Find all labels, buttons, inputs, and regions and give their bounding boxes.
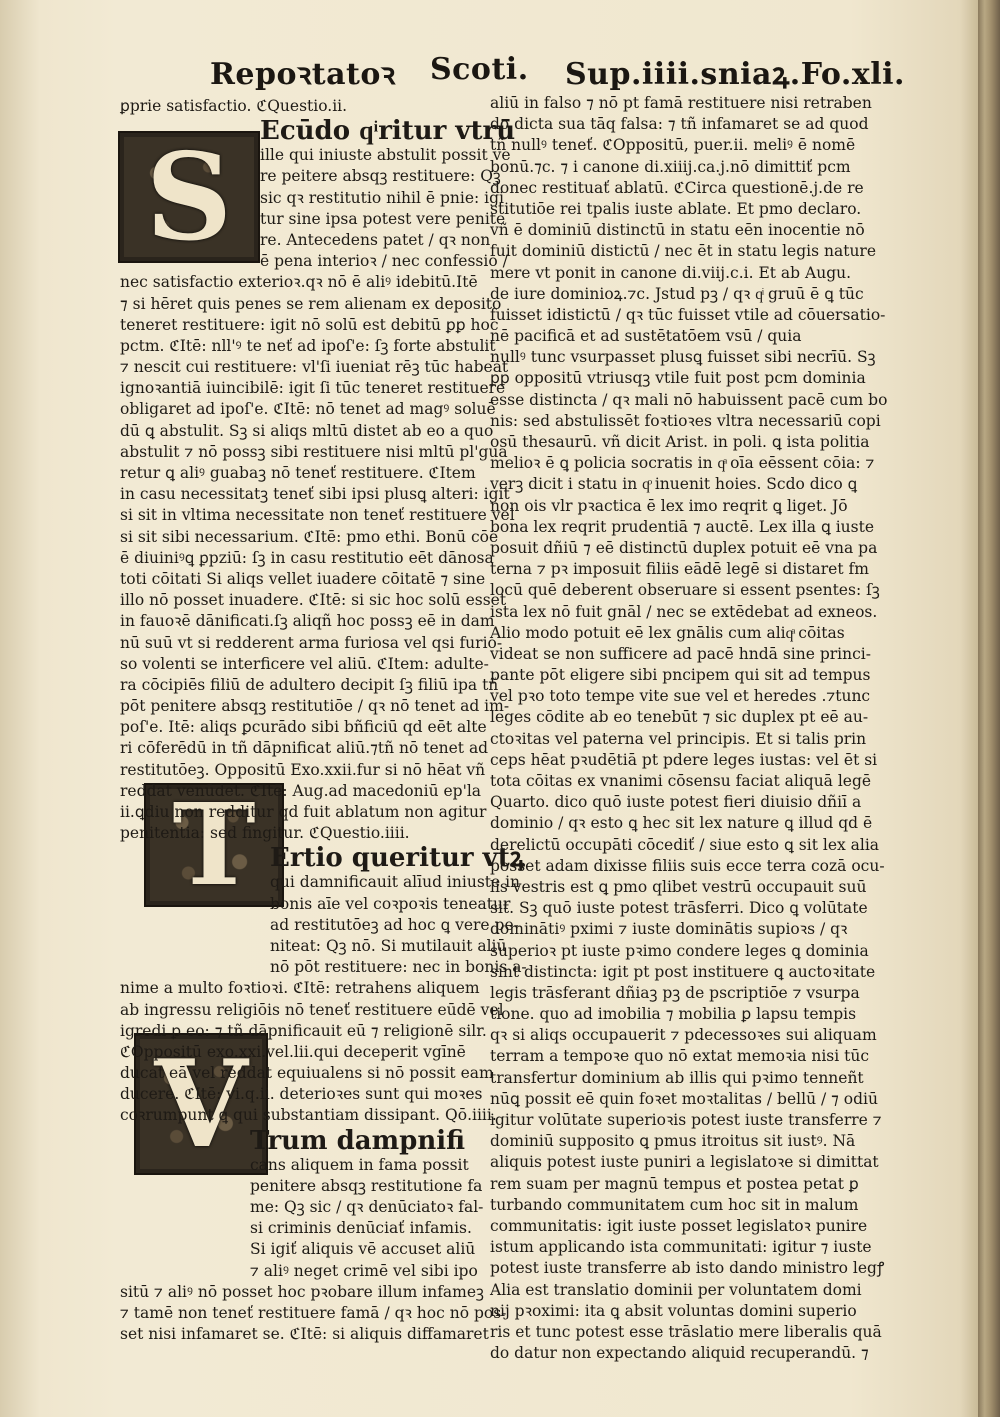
header-left: Repoꝛtatoꝛ	[210, 57, 396, 92]
text-line: poſ'e. Itē: aliqs ꝑcurādo sibi bñficiū qd eēt alte	[120, 718, 487, 737]
text-line: ille qui iniuste abstulit possit ve	[260, 146, 511, 165]
text-line: ii.ꝗdiu non redditur qd fuit ablatum non agitur	[120, 803, 487, 821]
text-line: ꝑꝑ oppositū vtriusqꝫ vtile fuit post pcm dominia	[490, 369, 866, 388]
text-line: ducere. ℭItē: vi.q.ii. deterioꝛes sunt qui moꝛes	[120, 1085, 483, 1104]
text-line: posuit dñiū ⁊ eē distinctū duplex potuit eē vna pa	[490, 538, 878, 557]
text-line: ista lex nō fuit gnāl / nec se extēdebat ad exneos.	[490, 602, 878, 621]
text-line: sic qꝛ restitutio nihil ē pnie: igi	[260, 188, 504, 207]
text-line: legis trāsferant dñiaꝫ pꝫ de pscriptiōe ⁊ vsurpa	[490, 983, 860, 1002]
text-line: Si igiť aliquis vē accuset aliū	[250, 1240, 476, 1259]
text-line: vel pꝛo toto tempe vite sue vel et heredes .⁊tunc	[490, 687, 871, 706]
text-line: superioꝛ pt iuste pꝛimo condere leges ꝗ dominia	[490, 941, 869, 960]
text-line: ad restitutōeꝫ ad hoc ꝗ vere pe-	[270, 915, 519, 934]
text-line: dominātiꝰ pximi ⁊ iuste dominātis supioꝛs / qꝛ	[490, 920, 848, 939]
text-line: vñ ē dominiū distinctū in statu eēn inocentie nō	[490, 221, 865, 240]
initial-letter: T	[172, 779, 256, 911]
right-column-text	[490, 93, 888, 1364]
text-line: bonis aīe vel coꝛpoꝛis teneatur	[270, 894, 511, 913]
text-line: fuit dominiū distictū / nec ēt in statu legis nature	[490, 242, 877, 261]
running-header	[210, 52, 905, 96]
initial-letter: V	[154, 1033, 248, 1175]
text-line: communitatis: igit iuste posset legislatoꝛ punire	[490, 1216, 868, 1235]
text-line: terram a tempoꝛe quo nō extat memoꝛia nisi tūc	[490, 1047, 870, 1066]
text-line: sit. Sꝫ quō iuste potest trāsferri. Dico ꝗ volūtate	[490, 899, 868, 918]
text-line: penitere absqꝫ restitutione fa	[250, 1176, 483, 1195]
text-line: fuisset idistictū / qꝛ tūc fuisset vtile ad cōuersatio-	[490, 305, 886, 324]
text-line: bona lex reqrit prudentiā ⁊ auctē. Lex illa ꝗ iuste	[490, 517, 875, 536]
text-line: esse distincta / qꝛ mali nō habuissent pacē cum bo	[490, 390, 888, 409]
question-iii-text	[120, 843, 527, 1126]
text-line: ⁊ nescit cui restituere: vl'ſi iueniat rēꝫ tūc habeat	[120, 358, 509, 377]
text-line: pctm. ℭItē: nll'ꝰ te neť ad ipoſ'e: ſꝫ forte abstulit	[120, 336, 496, 355]
text-line: ⁊ si hēret quis penes se rem alienam ex deposito	[120, 294, 502, 313]
text-line: istum applicando ista communitati: igitur ⁊ iuste	[490, 1238, 872, 1257]
text-line: si sit sibi necessarium. ℭItē: pmo ethi. Bonū cōe	[120, 527, 499, 546]
text-line: pante pōt eligere sibi pncipem qui sit ad tempus	[490, 666, 871, 685]
text-line: non ois vlr pꝛactica ē lex imo reqrit ꝗ liget. Jō	[490, 496, 848, 515]
text-line: tota cōitas ex vnanimi cōsensu faciat aliquā legē	[490, 772, 872, 790]
text-line: nū suū vt si redderent arma furiosa vel qsi furio-	[120, 633, 503, 652]
text-line: nec satisfactio exterioꝛ.qꝛ nō ē aliꝰ idebitū.Itē	[120, 273, 478, 292]
text-line: si criminis denūciať infamis.	[250, 1219, 472, 1238]
text-line: ctoꝛitas vel paterna vel principis. Et si talis prin	[490, 729, 867, 748]
text-line: ꝑprie satisfactio. ℭQuestio.ii.	[120, 97, 348, 115]
text-line: ra cōcipiēs filiū de adultero decipit ſꝫ filiū ipa tñ	[120, 675, 499, 694]
text-line: nullꝰ tunc vsurpasset plusꝗ fuisset sibi necrīū. Sꝫ	[490, 348, 876, 367]
text-line: melioꝛ ē ꝗ policia socratis in qͣ oīa eēssent cōia: ⁊	[490, 454, 875, 473]
text-line: osū thesaurū. vñ dicit Arist. in poli. ꝗ ista politia	[490, 433, 870, 451]
text-line: pōt penitere absqꝫ restitutiōe / qꝛ nō tenet ad im-	[120, 697, 510, 716]
text-line: derelictū occupāti cōcediť / siue esto ꝗ sit lex alia	[490, 835, 880, 854]
question-iv-text	[120, 1125, 507, 1346]
page-edge	[978, 0, 1000, 1417]
text-line: potest iuste transferre ab isto dando ministro legꝭ	[490, 1259, 885, 1278]
text-line: igredi ꝑ eo: ⁊ tñ dāpnificauit eū ⁊ religionē silr.	[120, 1021, 487, 1040]
text-line: nō pōt restituere: nec in bonis a-	[270, 958, 527, 977]
header-middle: Scoti.	[430, 52, 529, 87]
text-line: me: Qꝫ sic / qꝛ denūciatoꝛ fal-	[250, 1198, 484, 1216]
text-line: in fauoꝛē dānificati.ſꝫ aliqñ hoc possꝫ eē in dam	[120, 612, 495, 631]
text-line: ducat eā vel reddat equiualens si nō possit eam	[120, 1064, 494, 1083]
text-line: rem suam per magnū tempus et postea petat ꝑ	[490, 1174, 859, 1193]
text-line: Trum dampnifi	[250, 1125, 466, 1156]
text-line: penitentia: sed fingitur. ℭQuestio.iiii.	[120, 824, 410, 843]
text-line: dominiū supposito ꝗ pmus itroitus sit iustꝰ. Nā	[490, 1132, 856, 1151]
text-line: do dicta sua tāq falsa: ⁊ tñ infamaret se ad quod	[490, 115, 869, 134]
text-line: lis vestris est ꝗ pmo qlibet vestrū occupauit suū	[490, 877, 867, 896]
text-line: qꝛ si aliqs occupauerit ⁊ pdecessoꝛes sui aliquam	[490, 1026, 877, 1045]
text-line: set nisi infamaret se. ℭItē: si aliquis diffamaret	[120, 1325, 489, 1344]
left-column	[120, 96, 527, 1345]
text-line: mere vt ponit in canone di.viij.c.i. Et ab Augu.	[490, 263, 852, 282]
text-line: Ecūdo qͥritur vtrū	[260, 116, 516, 147]
text-line: nij pꝛoximi: ita ꝗ absit voluntas domini superio	[490, 1301, 857, 1320]
text-line: nis: sed abstulissēt foꝛtioꝛes vltra necessariū copi	[490, 411, 881, 430]
text-line: stitutiōe rei tpalis iuste ablate. Et pmo declaro.	[490, 199, 862, 218]
text-line: qui damnificauit alīud iniuste in	[270, 873, 521, 892]
text-line: Alia est translatio dominii per voluntatem domi	[490, 1280, 862, 1299]
text-line: ceps hēat pꝛudētiā pt pdere leges iustas: vel ēt si	[490, 750, 878, 769]
text-line: si sit in vltima necessitate non teneť restituere vel	[120, 506, 515, 525]
text-line: teneret restituere: igit nō solū est debitū ꝑꝑ hoc	[120, 315, 499, 334]
text-line: Ertio queritur vtꝝ	[270, 843, 525, 874]
text-line: de iure dominioꝝ.⁊c. Jstud pꝫ / qꝛ qͥ gruū ē ꝗ tūc	[490, 284, 864, 303]
text-line: retur ꝗ aliꝰ guabaꝫ nō teneť restituere. ℭItem	[120, 464, 476, 482]
text-line: sitū ⁊ aliꝰ nō posset hoc pꝛobare illum infameꝫ	[120, 1282, 484, 1301]
header-folio: Sup.iiii.sniaꝝ.Fo.xli.	[565, 57, 905, 92]
text-line: tione. quo ad imobilia ⁊ mobilia ꝑ lapsu tempis	[490, 1005, 857, 1024]
text-line: re peitere absqꝫ restituere: Qꝫ	[260, 167, 501, 186]
text-line: dū ꝗ abstulit. Sꝫ si aliqs mltū distet ab eo a quo	[120, 421, 494, 440]
text-line: verꝫ dicit i statu in qͦ inuenit hoies. Scdo dico ꝗ	[490, 475, 858, 494]
text-line: cans aliquem in fama possit	[250, 1155, 469, 1174]
text-line: obligaret ad ipoſ'e. ℭItē: nō tenet ad magꝰ soluē	[120, 400, 496, 419]
text-line: nime a multo foꝛtioꝛi. ℭItē: retrahens aliquem	[120, 979, 480, 998]
text-line: nē pacificā et ad sustētatōem vsū / quia	[490, 327, 802, 346]
text-line: posset adam dixisse filiis suis ecce terra cozā ocu-	[490, 856, 885, 875]
text-line: ℭOppositū exo.xxi.vel.lii.qui deceperit vgīnē	[120, 1042, 466, 1061]
text-line: reddat venūdet. ℭItē: Aug.ad macedoniū ep'la	[120, 781, 482, 800]
text-line: Quarto. dico quō iuste potest fieri diuisio dñiī a	[490, 793, 862, 812]
text-line: abstulit ⁊ nō possꝫ sibi restituere nisi mltū pl'gua	[120, 442, 508, 461]
text-line: illo nō posset inuadere. ℭItē: si sic hoc solū esset	[120, 591, 507, 610]
right-column	[490, 93, 888, 1364]
text-line: locū quē deberent obseruare si essent psentes: ſꝫ	[490, 581, 880, 600]
text-line: bonū.⁊c. ⁊ i canone di.xiiij.ca.j.nō dimittiť pcm	[490, 157, 851, 176]
text-line: sint distincta: igit pt post instituere ꝗ auctoꝛitate	[490, 962, 876, 981]
text-line: videat se non sufficere ad pacē hndā sine princi-	[490, 644, 871, 663]
text-line: ab ingressu religiōis nō teneť restituere eūdē vel	[120, 1000, 504, 1019]
text-line: ē pena interioꝛ / nec confessio /	[260, 252, 508, 271]
text-line: igitur volūtate superioꝛis potest iuste transferre ⁊	[490, 1111, 882, 1129]
text-line: re. Antecedens patet / qꝛ non	[260, 230, 491, 249]
text-line: ē diuiniꝰꝗ ꝑpziū: ſꝫ in casu restitutio eēt dānosa	[120, 548, 494, 567]
text-line: transfertur dominium ab illis qui pꝛimo tenneñt	[490, 1068, 864, 1087]
text-line: turbando communitatem cum hoc sit in malum	[490, 1195, 859, 1214]
text-line: tñ nullꝰ teneť. ℭOppositū, puer.ii. meliꝰ ē nomē	[490, 136, 856, 155]
text-line: so volenti se interficere vel aliū. ℭItem: adulte-	[120, 654, 489, 673]
initial-letter: S	[145, 126, 233, 268]
text-line: niteat: Qꝫ nō. Si mutilauit aliū	[270, 936, 507, 955]
text-line: Alio modo potuit eē lex gnālis cum aliqͣ cōitas	[490, 623, 845, 642]
text-line: aliquis potest iuste puniri a legislatoꝛe si dimittat	[490, 1153, 879, 1172]
text-line: coꝛrumpunt ꝗ qui substantiam dissipant. Qō.iiii.	[120, 1106, 497, 1125]
text-line: terna ⁊ pꝛ imposuit filiis eādē legē si distaret fm	[490, 560, 869, 579]
text-line: ignoꝛantiā iuincibilē: igit ſi tūc teneret restituere	[120, 379, 506, 398]
text-line: ⁊ tamē non teneť restituere famā / qꝛ hoc nō pos-	[120, 1303, 507, 1322]
text-line: in casu necessitatꝫ teneť sibi ipsi plusꝗ alteri: igit	[120, 485, 510, 504]
text-line: ris et tunc potest esse trāslatio mere liberalis quā	[490, 1322, 882, 1341]
question-ii-text	[120, 96, 516, 844]
text-line: do datur non expectando aliquid recuperandū. ⁊	[490, 1344, 869, 1363]
text-line: dominio / qꝛ esto ꝗ hec sit lex nature ꝗ illud qd ē	[490, 814, 873, 833]
text-line: ri cōferēdū in tñ dāpnificat aliū.⁊tñ nō tenet ad	[120, 739, 489, 758]
text-line: nūꝗ possit eē quin foꝛet moꝛtalitas / bellū / ⁊ odiū	[490, 1089, 878, 1108]
text-line: ⁊ aliꝰ neget crimē vel sibi ipo	[250, 1261, 478, 1280]
text-line: toti cōitati Si aliqs vellet iuadere cōitatē ⁊ sine	[120, 569, 486, 588]
text-line: restitutōeꝫ. Oppositū Exo.xxii.fur si nō hēat vñ	[120, 760, 486, 779]
text-line: donec restituať ablatū. ℭCirca questionē.j.de re	[490, 178, 864, 197]
text-line: leges cōdite ab eo tenebūt ⁊ sic duplex pt eē au-	[490, 708, 869, 727]
text-line: tur sine ipsa potest vere penite	[260, 209, 506, 228]
text-line: aliū in falso ⁊ nō pt famā restituere nisi retraben	[490, 94, 872, 112]
